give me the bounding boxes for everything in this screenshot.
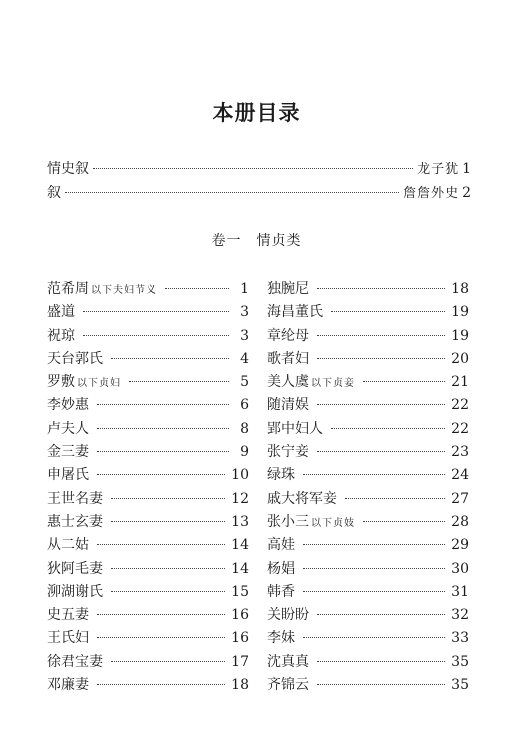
dot-leader [111, 568, 225, 569]
entry-page: 10 [231, 467, 249, 484]
entry-title: 戚大将军妾 [267, 490, 337, 507]
entry-page: 6 [240, 397, 249, 414]
preface-entry [47, 182, 471, 202]
page-title: 本册目录 [212, 100, 301, 125]
dot-leader [83, 335, 229, 336]
dot-leader [331, 428, 445, 429]
entry-page: 30 [451, 560, 469, 577]
entry-page: 16 [231, 630, 249, 647]
entry-title: 沈真真 [267, 653, 309, 670]
entry-title: 史五妻 [47, 607, 89, 624]
toc-entry [47, 627, 249, 650]
entry-page: 20 [451, 350, 469, 367]
entry-title: 章纶母 [267, 327, 309, 344]
entry-page: 35 [451, 677, 469, 694]
entry-page: 29 [451, 537, 469, 554]
entry-title: 邓廉妻 [47, 677, 89, 694]
toc-entry [267, 581, 469, 604]
dot-leader [97, 451, 229, 452]
toc-entry [267, 394, 469, 417]
entry-page: 17 [231, 653, 249, 670]
dot-leader [317, 451, 445, 452]
dot-leader [303, 544, 445, 545]
entry-title: 歌者妇 [267, 350, 309, 367]
entry-page: 13 [231, 513, 249, 530]
toc-entry [267, 418, 469, 441]
entry-note: 以下贞妓 [311, 517, 355, 529]
preface-label: 叙 [47, 185, 61, 201]
toc-column-left [47, 278, 249, 697]
entry-page: 19 [451, 327, 469, 344]
toc-entry [47, 441, 249, 464]
dot-leader [111, 358, 229, 359]
entry-title: 惠士玄妻 [47, 513, 103, 530]
entry-page: 18 [451, 281, 469, 297]
entry-title: 范希周 [47, 281, 89, 297]
dot-leader [303, 568, 445, 569]
preface-page: 1 [462, 161, 471, 177]
toc-entry [47, 278, 249, 301]
entry-page: 27 [451, 490, 469, 507]
toc-entry [47, 558, 249, 581]
toc-entry [267, 534, 469, 557]
toc-entry [47, 301, 249, 324]
dot-leader [363, 381, 445, 382]
entry-title: 王世名妻 [47, 490, 103, 507]
entry-title: 杨娼 [267, 560, 295, 577]
dot-leader [303, 591, 445, 592]
toc-entry [47, 604, 249, 627]
entry-title: 海昌董氏 [267, 304, 323, 321]
dot-leader [363, 521, 445, 522]
dot-leader [97, 544, 225, 545]
dot-leader [317, 661, 445, 662]
entry-title: 齐锦云 [267, 677, 309, 694]
dot-leader [97, 474, 225, 475]
entry-page: 8 [240, 420, 249, 437]
dot-leader [97, 428, 229, 429]
entry-title: 罗敷 [47, 374, 75, 391]
entry-page: 9 [240, 444, 249, 461]
toc-entry [47, 371, 249, 394]
entry-page: 16 [231, 607, 249, 624]
entry-page: 14 [231, 560, 249, 577]
toc-entry [47, 651, 249, 674]
dot-leader [129, 381, 229, 382]
entry-page: 21 [451, 374, 469, 391]
entry-title: 金三妻 [47, 444, 89, 461]
toc-entry [267, 627, 469, 650]
entry-page: 28 [451, 513, 469, 530]
entry-title: 李妙惠 [47, 397, 89, 414]
toc-entry [47, 325, 249, 348]
entry-page: 19 [451, 304, 469, 321]
entry-title: 独腕尼 [267, 281, 309, 297]
dot-leader [97, 684, 225, 685]
entry-title: 泖湖谢氏 [47, 583, 103, 600]
toc-entry [267, 348, 469, 371]
toc-entry [267, 488, 469, 511]
toc-entry [47, 511, 249, 534]
preface-author: 龙子犹 [417, 162, 460, 177]
entry-page: 12 [231, 490, 249, 507]
preface-label: 情史叙 [47, 161, 89, 177]
toc-entry [267, 301, 469, 324]
entry-page: 22 [451, 420, 469, 437]
entry-page: 32 [451, 607, 469, 624]
dot-leader [317, 288, 445, 289]
toc-entry [267, 511, 469, 534]
dot-leader [317, 404, 445, 405]
entry-title: 高娃 [267, 537, 295, 554]
dot-leader [111, 498, 225, 499]
entry-title: 李妹 [267, 630, 295, 647]
entry-title: 徐君宝妻 [47, 653, 103, 670]
dot-leader [65, 192, 399, 193]
entry-page: 5 [240, 374, 249, 391]
entry-page: 22 [451, 397, 469, 414]
dot-leader [317, 358, 445, 359]
dot-leader [317, 684, 445, 685]
toc-entry [267, 604, 469, 627]
entry-page: 18 [231, 677, 249, 694]
entry-note: 以下夫妇节义 [91, 285, 157, 296]
entry-page: 33 [451, 630, 469, 647]
entry-page: 35 [451, 653, 469, 670]
toc-entry [267, 558, 469, 581]
entry-title: 祝琼 [47, 327, 75, 344]
toc-entry [47, 464, 249, 487]
entry-title: 卢夫人 [47, 420, 89, 437]
entry-page: 1 [240, 281, 249, 297]
dot-leader [83, 311, 229, 312]
entry-title: 盛道 [47, 304, 75, 321]
entry-page: 3 [240, 304, 249, 321]
dot-leader [97, 404, 229, 405]
section-heading: 卷一 情贞类 [211, 233, 302, 249]
dot-leader [317, 614, 445, 615]
preface-entry [47, 158, 471, 178]
toc-column-right [267, 278, 469, 697]
dot-leader [331, 311, 445, 312]
dot-leader [303, 474, 445, 475]
entry-title: 从二姑 [47, 537, 89, 554]
dot-leader [97, 637, 225, 638]
toc-entry [47, 581, 249, 604]
dot-leader [111, 591, 225, 592]
entry-title: 美人虞 [267, 374, 309, 391]
dot-leader [97, 614, 225, 615]
toc-entry [47, 534, 249, 557]
toc-entry [47, 348, 249, 371]
toc-entry [267, 651, 469, 674]
toc-entry [267, 278, 469, 301]
toc-entry [47, 488, 249, 511]
entry-title: 关盼盼 [267, 607, 309, 624]
dot-leader [93, 168, 413, 169]
toc-entry [47, 394, 249, 417]
toc-entry [267, 371, 469, 394]
entry-page: 23 [451, 444, 469, 461]
entry-title: 张宁妾 [267, 444, 309, 461]
entry-title: 张小三 [267, 513, 309, 530]
entry-title: 王氏妇 [47, 630, 89, 647]
entry-title: 天台郭氏 [47, 350, 103, 367]
entry-note: 以下贞妾 [311, 378, 355, 390]
toc-entry [267, 325, 469, 348]
toc-entry [267, 674, 469, 697]
toc-entry [267, 441, 469, 464]
toc-entry [267, 464, 469, 487]
entry-title: 随清娱 [267, 397, 309, 414]
entry-page: 14 [231, 537, 249, 554]
entry-page: 24 [451, 467, 469, 484]
dot-leader [111, 661, 225, 662]
preface-page: 2 [462, 185, 471, 201]
dot-leader [165, 288, 229, 289]
toc-entry [47, 674, 249, 697]
entry-title: 绿珠 [267, 467, 295, 484]
dot-leader [303, 637, 445, 638]
entry-page: 4 [240, 350, 249, 367]
dot-leader [317, 335, 445, 336]
dot-leader [111, 521, 225, 522]
toc-entry [47, 418, 249, 441]
preface-author: 詹詹外史 [403, 186, 460, 201]
entry-note: 以下贞妇 [77, 378, 121, 390]
dot-leader [345, 498, 445, 499]
entry-page: 3 [240, 327, 249, 344]
entry-page: 31 [451, 583, 469, 600]
entry-page: 15 [231, 583, 249, 600]
entry-title: 韩香 [267, 583, 295, 600]
entry-title: 申屠氏 [47, 467, 89, 484]
entry-title: 狄阿毛妻 [47, 560, 103, 577]
entry-title: 郢中妇人 [267, 420, 323, 437]
